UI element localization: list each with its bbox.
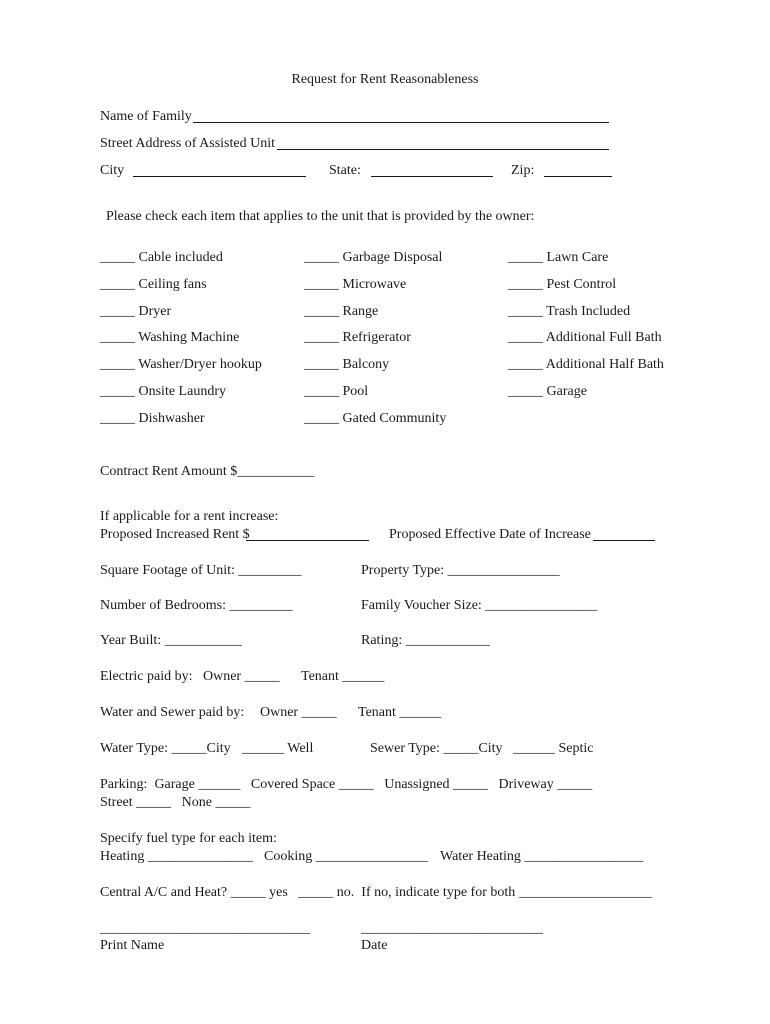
water-heating-fuel-field[interactable]: Water Heating _________________: [440, 849, 644, 864]
checklist-item[interactable]: _____ Dishwasher: [100, 411, 205, 426]
checklist-item[interactable]: _____ Cable included: [100, 250, 223, 265]
checklist-item[interactable]: _____ Additional Full Bath: [508, 330, 662, 345]
checklist-item[interactable]: _____ Microwave: [304, 277, 407, 292]
rent-increase-heading: If applicable for a rent increase:: [100, 509, 279, 524]
water-sewer-label: Water and Sewer paid by:: [100, 705, 245, 720]
effective-date-field[interactable]: [593, 540, 655, 541]
print-name-label: Print Name: [100, 938, 165, 953]
form-title: Request for Rent Reasonableness: [291, 72, 479, 87]
parking-options-line[interactable]: Parking: Garage ______ Covered Space _____ Unassigned _____ Driveway _____: [100, 777, 593, 792]
square-footage-field[interactable]: Square Footage of Unit: _________: [100, 563, 302, 578]
checklist-item[interactable]: _____ Trash Included: [508, 304, 631, 319]
checklist-item[interactable]: _____ Garbage Disposal: [304, 250, 443, 265]
checklist-item[interactable]: _____ Washer/Dryer hookup: [100, 357, 262, 372]
checklist-item[interactable]: _____ Lawn Care: [508, 250, 609, 265]
street-address-label: Street Address of Assisted Unit: [100, 136, 275, 151]
property-type-field[interactable]: Property Type: ________________: [361, 563, 560, 578]
checklist-item[interactable]: _____ Range: [304, 304, 379, 319]
water-type-well-field[interactable]: ______ Well: [242, 741, 314, 756]
city-field[interactable]: [133, 176, 306, 177]
water-tenant-field[interactable]: Tenant ______: [358, 705, 442, 720]
cooking-fuel-field[interactable]: Cooking ________________: [264, 849, 428, 864]
proposed-rent-field[interactable]: [246, 540, 369, 541]
heating-fuel-field[interactable]: Heating _______________: [100, 849, 253, 864]
voucher-size-field[interactable]: Family Voucher Size: ________________: [361, 598, 598, 613]
sewer-type-septic-field[interactable]: ______ Septic: [513, 741, 594, 756]
proposed-rent-label: Proposed Increased Rent $: [100, 527, 250, 542]
checklist-item[interactable]: _____ Ceiling fans: [100, 277, 207, 292]
checklist-item[interactable]: _____ Washing Machine: [100, 330, 240, 345]
electric-label: Electric paid by:: [100, 669, 193, 684]
city-label: City: [100, 163, 125, 178]
central-ac-field[interactable]: Central A/C and Heat? _____ yes _____ no. If no, indicate type for both ___________________: [100, 885, 652, 900]
zip-label: Zip:: [511, 163, 535, 178]
checklist-item[interactable]: _____ Dryer: [100, 304, 172, 319]
fuel-heading: Specify fuel type for each item:: [100, 831, 277, 846]
state-field[interactable]: [371, 176, 493, 177]
checklist-item[interactable]: _____ Additional Half Bath: [508, 357, 664, 372]
effective-date-label: Proposed Effective Date of Increase: [389, 527, 591, 542]
rating-field[interactable]: Rating: ____________: [361, 633, 490, 648]
checklist-item[interactable]: _____ Garage: [508, 384, 587, 399]
water-type-city-field[interactable]: Water Type: _____City: [100, 741, 231, 756]
zip-field[interactable]: [544, 176, 612, 177]
name-of-family-field[interactable]: [193, 122, 609, 123]
state-label: State:: [329, 163, 361, 178]
checklist-item[interactable]: _____ Refrigerator: [304, 330, 411, 345]
checklist-item[interactable]: _____ Onsite Laundry: [100, 384, 226, 399]
contract-rent-field[interactable]: Contract Rent Amount $___________: [100, 464, 315, 479]
year-built-field[interactable]: Year Built: ___________: [100, 633, 242, 648]
date-line[interactable]: __________________________: [361, 921, 543, 936]
print-name-line[interactable]: ______________________________: [100, 921, 310, 936]
electric-owner-field[interactable]: Owner _____: [203, 669, 280, 684]
sewer-type-city-field[interactable]: Sewer Type: _____City: [370, 741, 503, 756]
electric-tenant-field[interactable]: Tenant ______: [301, 669, 385, 684]
checklist-item[interactable]: _____ Gated Community: [304, 411, 447, 426]
instructions-text: Please check each item that applies to the unit that is provided by the owner:: [106, 209, 535, 224]
parking-options-line[interactable]: Street _____ None _____: [100, 795, 251, 810]
checklist-item[interactable]: _____ Balcony: [304, 357, 390, 372]
street-address-field[interactable]: [277, 149, 609, 150]
checklist-item[interactable]: _____ Pool: [304, 384, 369, 399]
name-of-family-label: Name of Family: [100, 109, 192, 124]
bedrooms-field[interactable]: Number of Bedrooms: _________: [100, 598, 293, 613]
water-owner-field[interactable]: Owner _____: [260, 705, 337, 720]
date-label: Date: [361, 938, 388, 953]
checklist-item[interactable]: _____ Pest Control: [508, 277, 617, 292]
